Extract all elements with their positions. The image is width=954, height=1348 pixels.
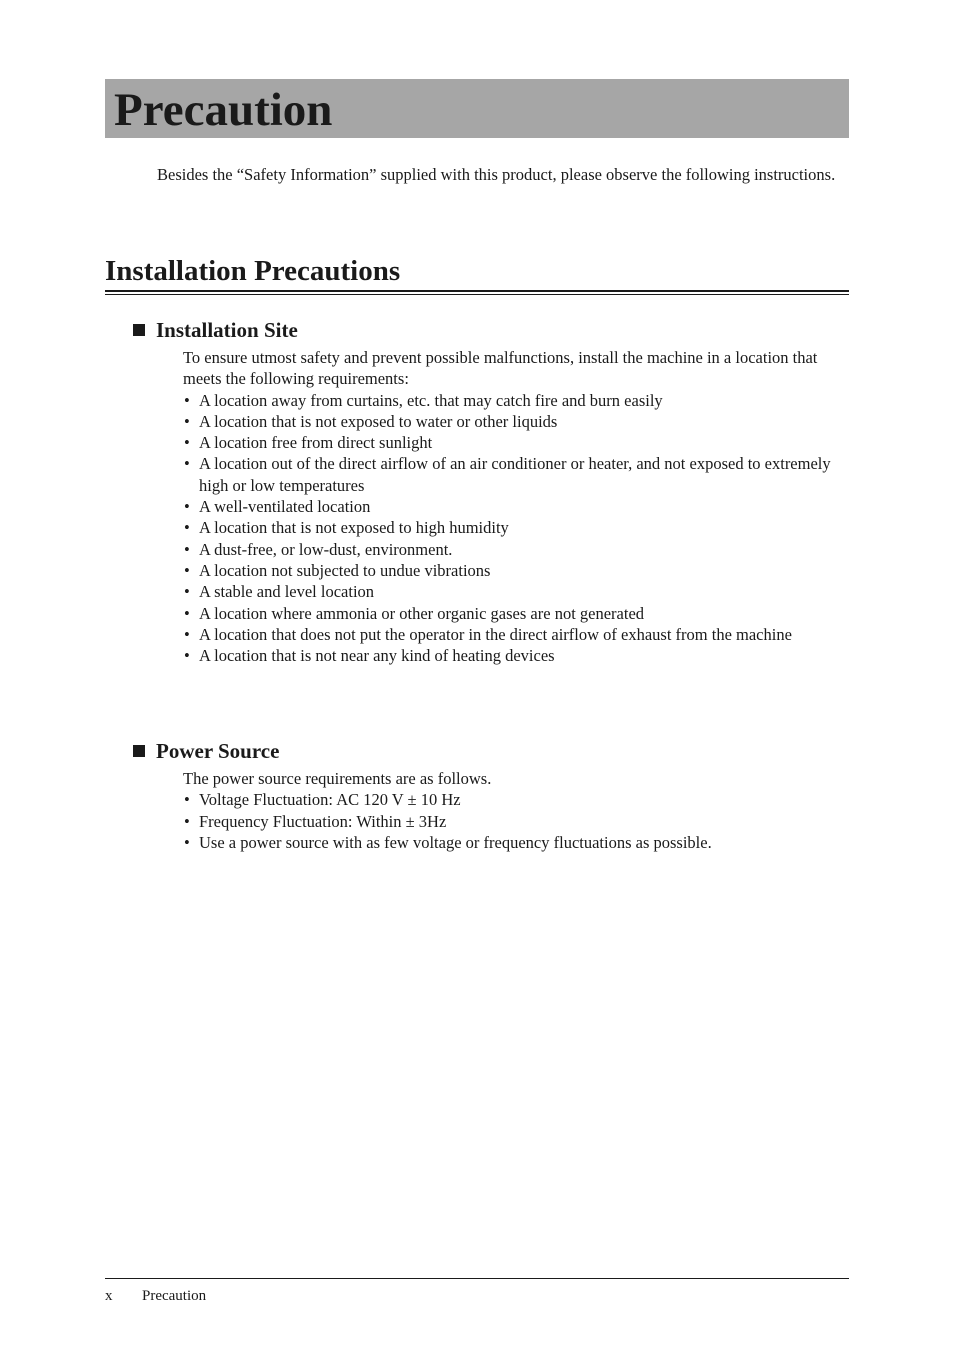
list-item: • A location that is not near any kind of heating devices: [183, 645, 849, 666]
list-item: • Use a power source with as few voltage or frequency fluctuations as possible.: [183, 832, 849, 853]
power-source-body: [183, 768, 849, 853]
power-source-list: [183, 789, 849, 853]
intro-paragraph: Besides the “Safety Information” supplied with this product, please observe the following instructions.: [157, 165, 836, 184]
list-item: • A location away from curtains, etc. that may catch fire and burn easily: [183, 390, 849, 411]
page-number: x: [105, 1288, 113, 1304]
section-rule-thick: [105, 290, 849, 292]
list-item: • A location that is not exposed to high humidity: [183, 517, 849, 538]
list-item: • Frequency Fluctuation: Within ± 3Hz: [183, 811, 849, 832]
list-item: • A well-ventilated location: [183, 496, 849, 517]
square-bullet-icon: [133, 745, 145, 757]
installation-site-section: [133, 316, 849, 666]
section-heading-block: [105, 252, 849, 290]
power-source-title: Power Source: [156, 739, 280, 763]
list-item: • A location that does not put the operator in the direct airflow of exhaust from the machine: [183, 624, 849, 645]
square-bullet-icon: [133, 324, 145, 336]
page-title-bar: [105, 79, 849, 138]
list-item: • A location not subjected to undue vibrations: [183, 560, 849, 581]
list-item: • A stable and level location: [183, 581, 849, 602]
list-item: • Voltage Fluctuation: AC 120 V ± 10 Hz: [183, 789, 849, 810]
footer-label: Precaution: [142, 1288, 207, 1304]
footer-rule: [105, 1278, 849, 1279]
installation-site-body: [183, 347, 849, 666]
page-footer: [105, 1287, 206, 1305]
power-source-heading: [133, 737, 849, 765]
power-source-section: [133, 737, 849, 853]
installation-site-heading: [133, 316, 849, 344]
power-source-lead: The power source requirements are as follows.: [183, 769, 492, 788]
list-item: • A dust-free, or low-dust, environment.: [183, 539, 849, 560]
section-heading: Installation Precautions: [105, 255, 401, 287]
list-item: • A location free from direct sunlight: [183, 432, 849, 453]
list-item: • A location that is not exposed to water or other liquids: [183, 411, 849, 432]
installation-site-list: [183, 390, 849, 667]
list-item: • A location out of the direct airflow of an air conditioner or heater, and not exposed to extremely high or low temperatures: [183, 453, 849, 496]
installation-site-title: Installation Site: [156, 318, 298, 342]
installation-site-lead: To ensure utmost safety and prevent possible malfunctions, install the machine in a location that meets the following requirements:: [183, 348, 818, 389]
page-title: Precaution: [114, 84, 333, 136]
section-rule-thin: [105, 294, 849, 295]
list-item: • A location where ammonia or other organic gases are not generated: [183, 603, 849, 624]
